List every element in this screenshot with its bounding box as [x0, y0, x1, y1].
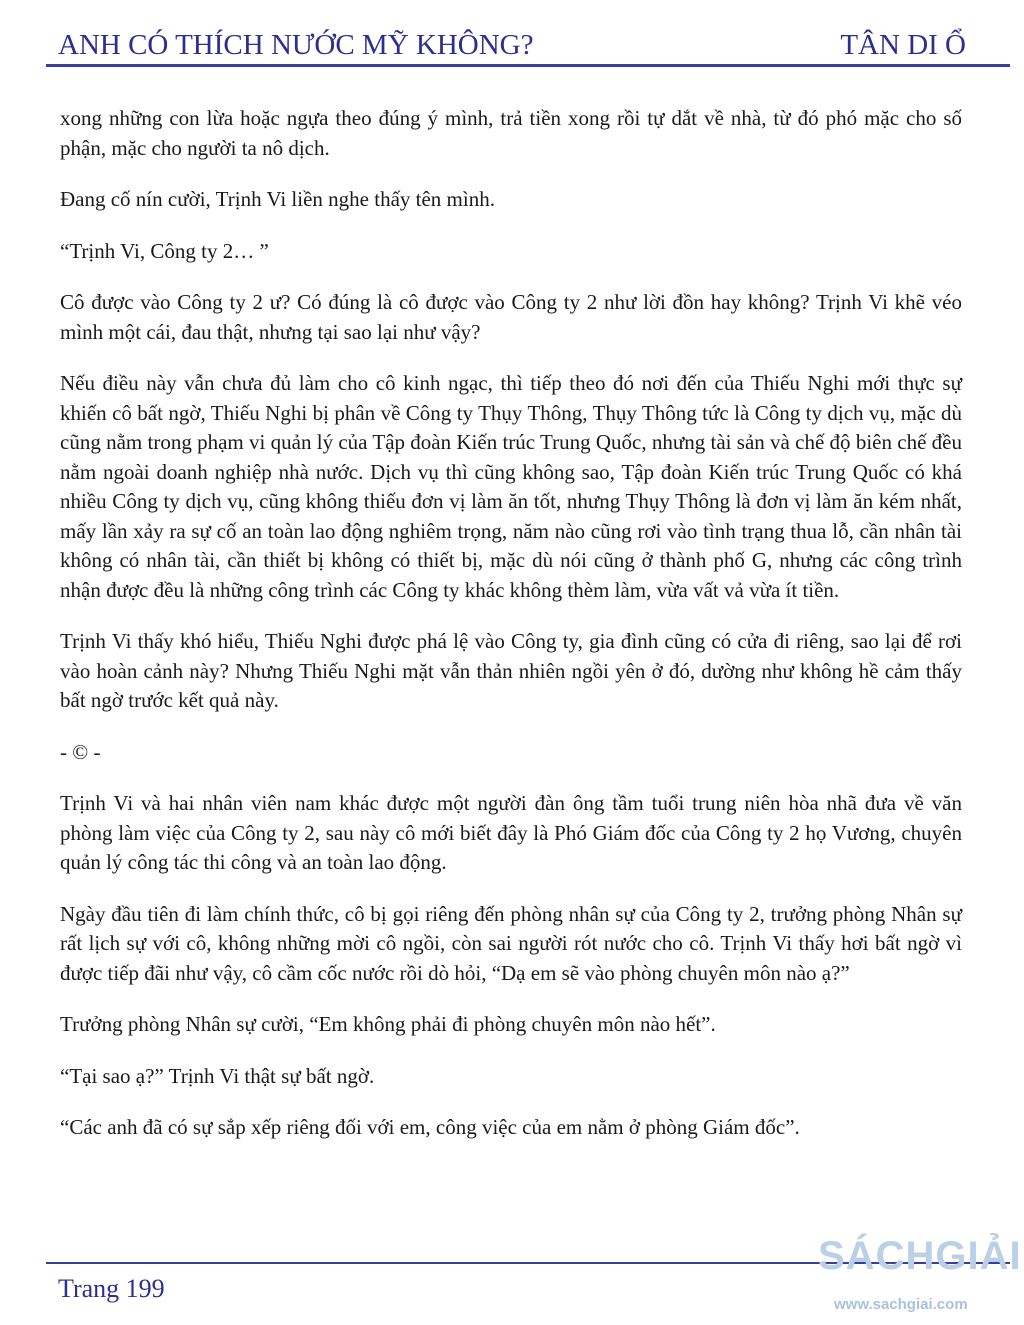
header-divider — [46, 64, 1010, 67]
paragraph: Nếu điều này vẫn chưa đủ làm cho cô kinh ngạc, thì tiếp theo đó nơi đến của Thiếu Nghi mới thực sự khiến cô bất ngờ, Thiếu Nghi bị phân về Công ty Thụy Thông, Thụy Thông tức là Công ty dịch vụ, mặc dù cũng nằm trong phạm vi quản lý của Tập đoàn Kiến trúc Trung Quốc, nhưng tài sản và chế độ biên chế đều nằm ngoài doanh nghiệp nhà nước. Dịch vụ thì cũng không sao, Tập đoàn Kiến trúc Trung Quốc có khá nhiều Công ty dịch vụ, cũng không thiếu đơn vị làm ăn tốt, nhưng Thụy Thông là đơn vị làm ăn kém nhất, mấy lần xảy ra sự cố an toàn lao động nghiêm trọng, năm nào cũng rơi vào tình trạng thua lỗ, cần nhân tài không có nhân tài, cần thiết bị không có thiết bị, mặc dù nói cũng ở thành phố G, nhưng các công trình nhận được đều là những công trình các Công ty khác không thèm làm, vừa vất vả vừa ít tiền. — [60, 371, 962, 602]
paragraph: “Trịnh Vi, Công ty 2… ” — [60, 238, 269, 263]
section-separator: - © - — [60, 739, 101, 764]
paragraph: Cô được vào Công ty 2 ư? Có đúng là cô được vào Công ty 2 như lời đồn hay không? Trịnh Vi khẽ véo mình một cái, đau thật, nhưng tại sao lại như vậy? — [60, 290, 962, 344]
page-number: Trang 199 — [58, 1274, 165, 1303]
watermark-logo: SÁCHGIẢI — [818, 1234, 1022, 1278]
paragraph: Ngày đầu tiên đi làm chính thức, cô bị gọi riêng đến phòng nhân sự của Công ty 2, trưởng phòng Nhân sự rất lịch sự với cô, không những mời cô ngồi, còn sai người rót nước cho cô. Trịnh Vi thấy hơi bất ngờ vì được tiếp đãi như vậy, cô cầm cốc nước rồi dò hỏi, “Dạ em sẽ vào phòng chuyên môn nào ạ?” — [60, 901, 962, 985]
page-body — [60, 104, 962, 1165]
paragraph: “Tại sao ạ?” Trịnh Vi thật sự bất ngờ. — [60, 1063, 375, 1088]
paragraph: Trịnh Vi thấy khó hiểu, Thiếu Nghi được phá lệ vào Công ty, gia đình cũng có cửa đi riêng, sao lại để rơi vào hoàn cảnh này? Nhưng Thiếu Nghi mặt vẫn thản nhiên ngồi yên ở đó, dường như không hề cảm thấy bất ngờ trước kết quả này. — [60, 629, 962, 712]
paragraph: “Các anh đã có sự sắp xếp riêng đối với em, công việc của em nằm ở phòng Giám đốc”. — [60, 1115, 800, 1139]
book-author: TÂN DI Ổ — [840, 29, 966, 61]
paragraph: Trưởng phòng Nhân sự cười, “Em không phải đi phòng chuyên môn nào hết”. — [60, 1012, 716, 1036]
watermark-url: www.sachgiai.com — [834, 1296, 968, 1313]
paragraph: Trịnh Vi và hai nhân viên nam khác được một người đàn ông tầm tuổi trung niên hòa nhã đưa về văn phòng làm việc của Công ty 2, sau này cô mới biết đây là Phó Giám đốc của Công ty 2 họ Vương, chuyên quản lý công tác thi công và an toàn lao động. — [60, 791, 962, 874]
watermark — [818, 1226, 1022, 1316]
paragraph: xong những con lừa hoặc ngựa theo đúng ý mình, trả tiền xong rồi tự dắt về nhà, từ đó phó mặc cho số phận, mặc cho người ta nô dịch. — [60, 106, 962, 160]
paragraph: Đang cố nín cười, Trịnh Vi liền nghe thấy tên mình. — [60, 187, 495, 211]
page-header — [58, 22, 966, 62]
book-title: ANH CÓ THÍCH NƯỚC MỸ KHÔNG? — [58, 29, 534, 61]
